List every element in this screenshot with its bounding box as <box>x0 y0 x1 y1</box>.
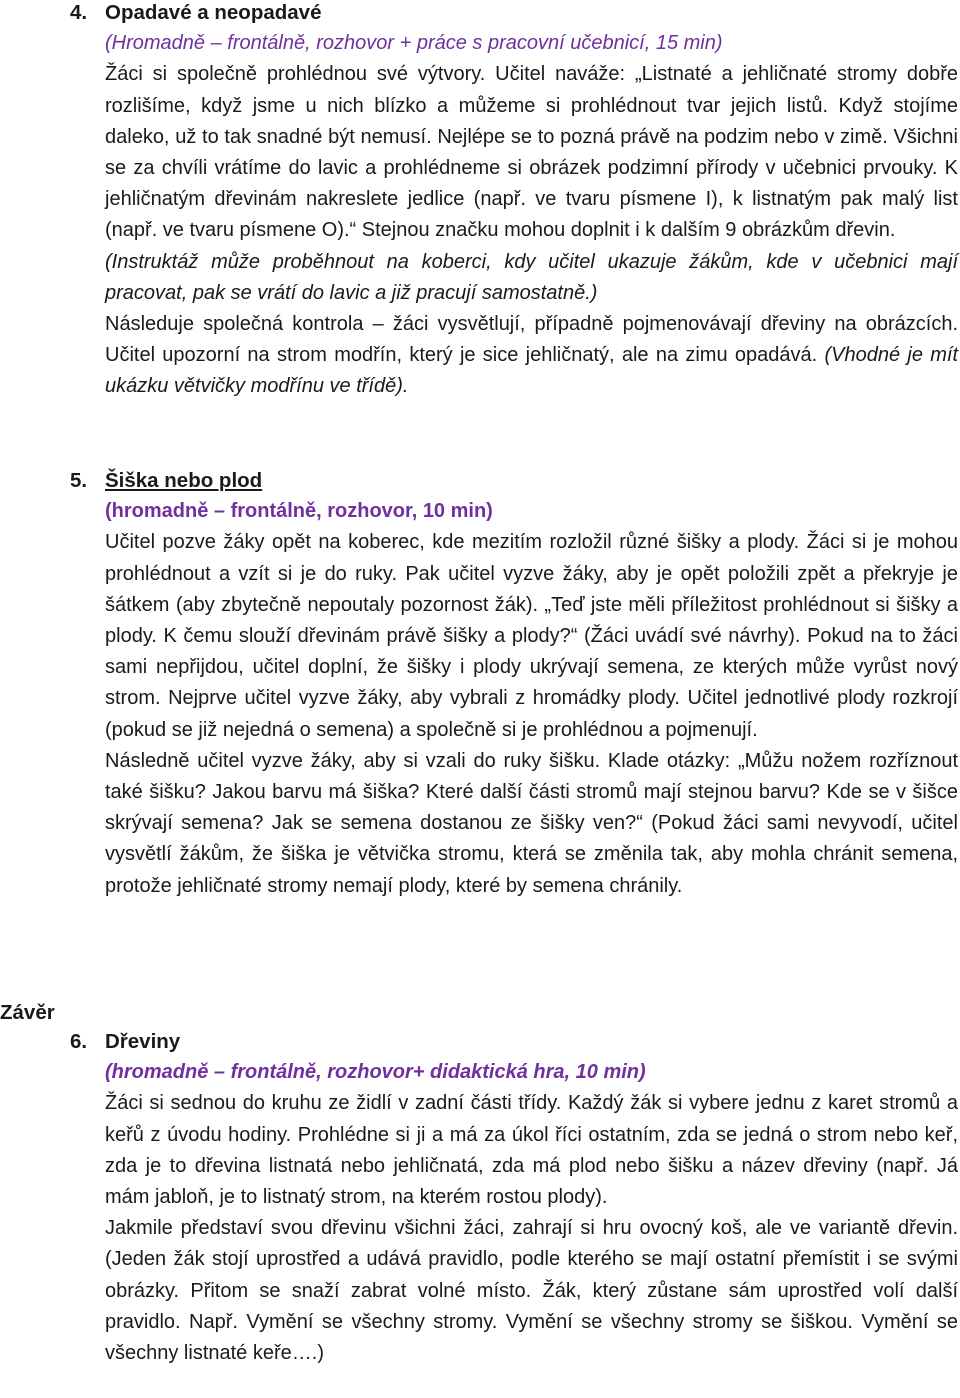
section-number: 6. <box>70 1030 88 1053</box>
instruction-note: (Instruktáž může proběhnout na koberci, kdy učitel ukazuje žákům, kde v učebnici mají pracovat, pak se vrátí do lavic a již pracují samostatně.) <box>105 250 958 304</box>
paragraph: Žáci si společně prohlédnou své výtvory. Učitel naváže: „Listnaté a jehličnaté stromy dobře rozlišíme, když jsme u nich blízko a můžeme si prohlédnout tvar jejich listů. Když stojíme daleko, už to tak snadné být nemusí. Nejlépe se to pozná právě na podzim nebo v zimě. Všichni se za chvíli vrátíme do lavic a prohlédneme si obrázek podzimní přírody v učebnici prvouky. K jehličnatým dřevinám nakreslete jedlice (např. ve tvaru písmene I), k listnatým pak malý list (např. ve tvaru písmene O).“ Stejnou značku mohou doplnit i k dalším 9 obrázkům dřevin. <box>105 63 958 242</box>
section-number: 5. <box>70 469 88 492</box>
paragraph: Následně učitel vyzve žáky, aby si vzali do ruky šišku. Klade otázky: „Můžu nožem rozříznout také šišku? Jakou barvu má šiška? Které další části stromů mají stejnou barvu? Kde se v šišce skrývají semena? Jak se semena dostanou ze šišky ven?“ (Pokud žáci sami nevyvodí, učitel vysvětlí žákům, že šiška je větvička stromu, která se změnila tak, aby mohla chránit semena, protože jehličnaté stromy nemají plody, které by semena chránily. <box>105 749 958 897</box>
tip-note: (Vhodné je mít ukázku větvičky modřínu ve třídě). <box>105 344 959 398</box>
organization-note: (Hromadně – frontálně, rozhovor + práce s pracovní učebnicí, 15 min) <box>105 32 723 55</box>
paragraph: Jakmile představí svou dřevinu všichni žáci, zahrají si hru ovocný koš, ale ve variantě dřevin. (Jeden žák stojí uprostřed a udává pravidlo, podle kterého se mají ostatní přemístit i se svými obrázky. Přitom se snaží zabrat volné místo. Žák, který zůstane sám uprostřed volí další pravidlo. Např. Vymění se všechny stromy. Vymění se všechny stromy se šiškou. Vymění se všechny listnaté keře….) <box>105 1217 958 1365</box>
section-6 <box>70 1026 960 1369</box>
section-title: Dřeviny <box>105 1030 181 1053</box>
section-body <box>105 1057 958 1369</box>
organization-note: (hromadně – frontálně, rozhovor+ didaktická hra, 10 min) <box>105 1061 646 1084</box>
organization-note: (hromadně – frontálně, rozhovor, 10 min) <box>105 500 493 523</box>
paragraph: Žáci si sednou do kruhu ze židlí v zadní části třídy. Každý žák si vybere jednu z karet stromů a keřů z úvodu hodiny. Prohlédne si ji a má za úkol říci ostatním, zda se jedná o strom nebo keř, zda je to dřevina listnatá nebo jehličnatá, zda má plod nebo šišku a název dřeviny (např. Já mám jabloň, je to listnatý strom, na kterém rostou plody). <box>105 1092 958 1208</box>
section-title: Opadavé a neopadavé <box>105 1 322 24</box>
paragraph-text: Následuje společná kontrola – žáci vysvětlují, případně pojmenovávají dřeviny na obrázcích. Učitel upozorní na strom modřín, který je sice jehličnatý, ale na zimu opadává. <box>105 313 958 367</box>
section-heading <box>70 0 960 28</box>
section-heading <box>70 1026 960 1057</box>
section-title: Šiška nebo plod <box>105 469 263 492</box>
conclusion-label: Závěr <box>0 1001 55 1024</box>
paragraph: Učitel pozve žáky opět na koberec, kde mezitím rozložil různé šišky a plody. Žáci si je mohou prohlédnout a vzít si je do ruky. Pak učitel vyzve žáky, aby je opět položili zpět a překryje je šátkem (aby zbytečně nepoutaly pozornost žák). „Teď jste měli příležitost prohlédnout si šišky a plody. K čemu slouží dřevinám právě šišky a plody?“ (Žáci uvádí své návrhy). Pokud na to žáci sami nepřijdou, učitel doplní, že šišky i plody ukrývají semena, ze kterých může vyrůst nový strom. Nejprve učitel vyzve žáky, aby vybrali z hromádky plody. Učitel jednotlivé plody rozkrojí (pokud se již nejedná o semena) a společně si je prohlédnou a pojmenují. <box>105 531 958 741</box>
section-heading <box>70 465 960 496</box>
section-body <box>105 28 958 402</box>
section-number: 4. <box>70 1 88 24</box>
paragraph <box>105 309 958 403</box>
section-body <box>105 496 958 902</box>
section-5 <box>70 465 960 902</box>
section-4 <box>70 0 960 403</box>
